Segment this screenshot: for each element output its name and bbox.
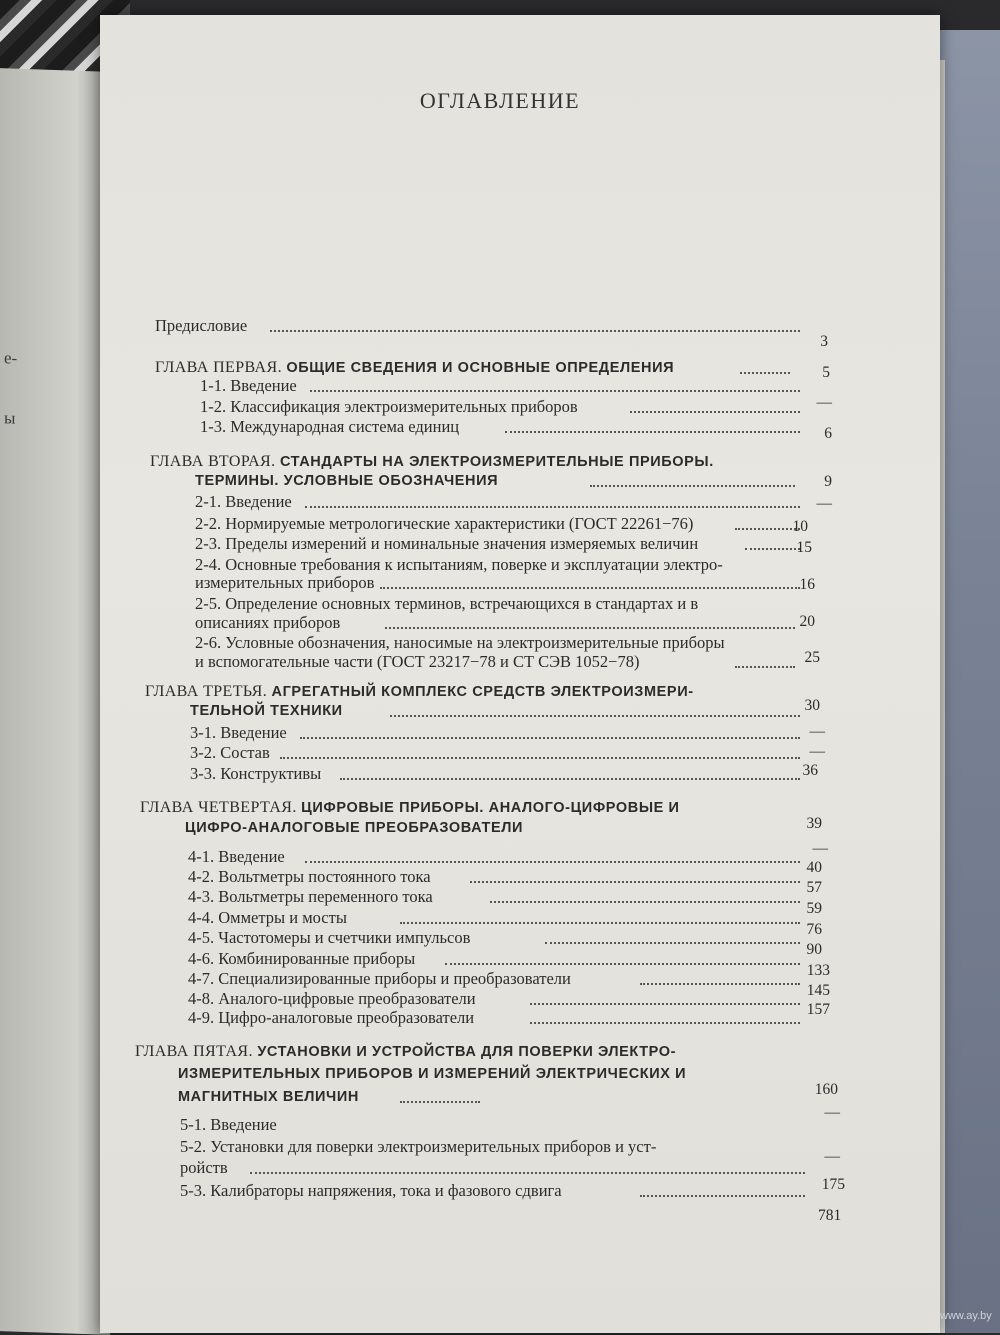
chapter-label: ГЛАВА ЧЕТВЕРТАЯ. xyxy=(140,799,297,816)
chapter-title-cont: ТЕЛЬНОЙ ТЕХНИКИ xyxy=(190,703,343,719)
toc-page-number: 76 xyxy=(806,921,822,938)
toc-section-4-9: 4-9. Цифро-аналоговые преобразователи xyxy=(188,1008,475,1027)
page-title: ОГЛАВЛЕНИЕ xyxy=(419,88,581,113)
chapter-label: ГЛАВА ПЯТАЯ. xyxy=(135,1043,253,1060)
toc-section-2-2: 2-2. Нормируемые метрологические характеристики (ГОСТ 22261−76) xyxy=(195,514,694,533)
leader-dots xyxy=(270,330,800,332)
toc-page-number: 20 xyxy=(799,613,815,630)
leader-dots xyxy=(340,778,800,780)
toc-section-3-1: 3-1. Введение xyxy=(190,723,287,742)
toc-chapter-2 xyxy=(150,452,714,472)
toc-chapter-4-cont xyxy=(185,818,523,838)
left-page-fragment: ы xyxy=(4,408,16,428)
leader-dots xyxy=(310,390,800,392)
toc-section-4-7: 4-7. Специализированные приборы и преобразователи xyxy=(188,969,571,988)
toc-section-4-8: 4-8. Аналого-цифровые преобразователи xyxy=(188,989,476,1008)
chapter-label: ГЛАВА ВТОРАЯ. xyxy=(150,453,276,470)
toc-section-3-3: 3-3. Конструктивы xyxy=(190,764,322,783)
toc-page-number: 39 xyxy=(806,815,822,832)
leader-dots xyxy=(505,431,800,433)
toc-section-2-3: 2-3. Пределы измерений и номинальные значения измеряемых величин xyxy=(195,534,699,553)
toc-section-4-2: 4-2. Вольтметры постоянного тока xyxy=(188,867,431,886)
toc-page-number: 5 xyxy=(822,364,830,381)
toc-section-2-5-cont: описаниях приборов xyxy=(195,613,341,632)
toc-chapter-3 xyxy=(145,682,694,702)
toc-section-2-4: 2-4. Основные требования к испытаниям, поверке и эксплуатации электро- xyxy=(195,555,723,574)
book-page xyxy=(100,15,940,1333)
toc-section-4-6: 4-6. Комбинированные приборы xyxy=(188,949,416,968)
leader-dots xyxy=(530,1022,800,1024)
leader-dots xyxy=(390,715,800,717)
leader-dots xyxy=(490,901,800,903)
chapter-title-cont: МАГНИТНЫХ ВЕЛИЧИН xyxy=(178,1089,359,1105)
chapter-title: ЦИФРОВЫЕ ПРИБОРЫ. АНАЛОГО-ЦИФРОВЫЕ И xyxy=(301,800,680,816)
toc-page-number: 16 xyxy=(799,576,815,593)
toc-section-5-1: 5-1. Введение xyxy=(180,1115,277,1134)
toc-entry-preface: Предисловие xyxy=(155,316,248,335)
toc-page-number: 40 xyxy=(806,859,822,876)
toc-section-2-5: 2-5. Определение основных терминов, встречающихся в стандартах и в xyxy=(195,594,699,613)
toc-section-2-6: 2-6. Условные обозначения, наносимые на электроизмерительные приборы xyxy=(195,633,725,652)
toc-page-number: 57 xyxy=(806,879,822,896)
toc-page-number: — xyxy=(809,723,825,740)
toc-chapter-3-cont xyxy=(190,701,343,721)
toc-page-number: 9 xyxy=(824,473,832,490)
toc-chapter-2-cont xyxy=(195,471,498,491)
toc-page-number: 15 xyxy=(796,539,812,556)
leader-dots xyxy=(640,1195,805,1197)
toc-section-1-1: 1-1. Введение xyxy=(200,376,297,395)
chapter-title-cont: ИЗМЕРИТЕЛЬНЫХ ПРИБОРОВ И ИЗМЕРЕНИЙ ЭЛЕКТРИЧЕСКИХ И xyxy=(178,1066,687,1082)
leader-dots xyxy=(590,485,795,487)
toc-page-number: — xyxy=(816,495,832,512)
toc-page-number: — xyxy=(812,840,828,857)
toc-page-number: 10 xyxy=(792,518,808,535)
toc-section-5-2: 5-2. Установки для поверки электроизмерительных приборов и уст- xyxy=(180,1137,657,1156)
toc-section-4-4: 4-4. Омметры и мосты xyxy=(188,908,347,927)
toc-section-3-2: 3-2. Состав xyxy=(190,743,270,762)
toc-page-number: — xyxy=(824,1104,840,1121)
toc-section-2-6-cont: и вспомогательные части (ГОСТ 23217−78 и СТ СЭВ 1052−78) xyxy=(195,652,640,671)
toc-page-number: — xyxy=(809,743,825,760)
chapter-title: АГРЕГАТНЫЙ КОМПЛЕКС СРЕДСТВ ЭЛЕКТРОИЗМЕРИ- xyxy=(271,684,694,700)
left-page-fragment: е- xyxy=(4,348,18,368)
toc-chapter-4 xyxy=(140,798,680,818)
toc-section-4-5: 4-5. Частотомеры и счетчики импульсов xyxy=(188,928,471,947)
leader-dots xyxy=(400,922,800,924)
page-folio-number: 781 xyxy=(818,1207,842,1224)
toc-section-2-4-cont: измерительных приборов xyxy=(195,573,375,592)
chapter-title: УСТАНОВКИ И УСТРОЙСТВА ДЛЯ ПОВЕРКИ ЭЛЕКТРО- xyxy=(257,1044,677,1060)
toc-chapter-5-cont xyxy=(178,1064,686,1084)
toc-page-number: 175 xyxy=(821,1176,845,1193)
leader-dots xyxy=(385,627,795,629)
toc-section-2-1: 2-1. Введение xyxy=(195,492,292,511)
chapter-title-cont: ТЕРМИНЫ. УСЛОВНЫЕ ОБОЗНАЧЕНИЯ xyxy=(195,473,499,489)
chapter-label: ГЛАВА ПЕРВАЯ. xyxy=(155,359,282,376)
toc-chapter-5 xyxy=(135,1042,676,1062)
toc-page-number: 145 xyxy=(806,982,830,999)
toc-page-number: 6 xyxy=(824,425,832,442)
toc-page-number: 59 xyxy=(806,900,822,917)
leader-dots xyxy=(445,963,800,965)
toc-page-number: 157 xyxy=(806,1001,830,1018)
leader-dots xyxy=(280,757,800,759)
leader-dots xyxy=(400,1101,480,1103)
toc-section-1-2: 1-2. Классификация электроизмерительных приборов xyxy=(200,397,578,416)
leader-dots xyxy=(470,881,800,883)
toc-page-number: 133 xyxy=(806,962,830,979)
leader-dots xyxy=(305,506,800,508)
leader-dots xyxy=(530,1003,800,1005)
toc-section-4-3: 4-3. Вольтметры переменного тока xyxy=(188,887,433,906)
toc-page-number: 30 xyxy=(804,697,820,714)
toc-page-number: 25 xyxy=(804,649,820,666)
toc-section-4-1: 4-1. Введение xyxy=(188,847,285,866)
toc-section-1-3: 1-3. Международная система единиц xyxy=(200,417,460,436)
toc-page-number: — xyxy=(816,394,832,411)
toc-section-5-3: 5-3. Калибраторы напряжения, тока и фазового сдвига xyxy=(180,1181,562,1200)
leader-dots xyxy=(250,1172,805,1174)
leader-dots xyxy=(380,587,800,589)
toc-chapter-5-cont2 xyxy=(178,1087,359,1107)
leader-dots xyxy=(305,861,800,863)
toc-section-5-2-cont: ройств xyxy=(180,1158,228,1177)
chapter-title: ОБЩИЕ СВЕДЕНИЯ И ОСНОВНЫЕ ОПРЕДЕЛЕНИЯ xyxy=(286,360,675,376)
toc-page-number: — xyxy=(824,1148,840,1165)
toc-page-number: 160 xyxy=(814,1081,838,1098)
toc-page-number: 90 xyxy=(806,941,822,958)
chapter-title: СТАНДАРТЫ НА ЭЛЕКТРОИЗМЕРИТЕЛЬНЫЕ ПРИБОРЫ. xyxy=(279,454,714,470)
chapter-label: ГЛАВА ТРЕТЬЯ. xyxy=(145,683,268,700)
chapter-title-cont: ЦИФРО-АНАЛОГОВЫЕ ПРЕОБРАЗОВАТЕЛИ xyxy=(185,820,524,836)
left-page-edge xyxy=(0,68,110,1335)
watermark: www.ay.by xyxy=(940,1310,992,1322)
toc-page-number: 3 xyxy=(820,333,828,350)
toc-chapter-1 xyxy=(155,358,674,378)
leader-dots xyxy=(300,737,800,739)
toc-page-number: 36 xyxy=(802,762,818,779)
